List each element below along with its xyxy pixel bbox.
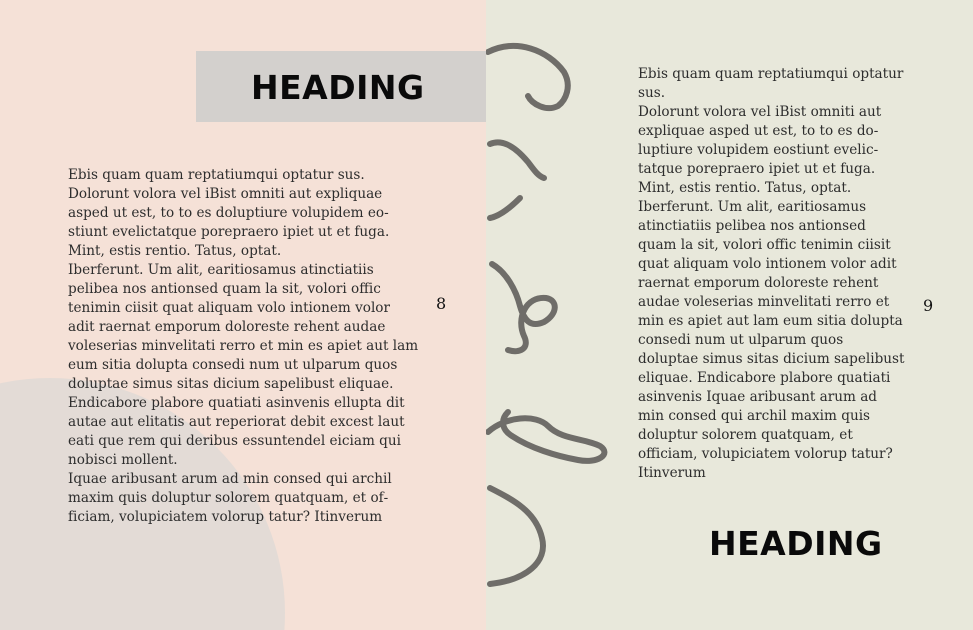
left-page-body-text [68, 166, 420, 527]
right-page-heading: HEADING [709, 524, 883, 563]
right-paragraph: Ebis quam quam reptatiumqui optatur sus. [638, 66, 904, 101]
right-page-number: 9 [923, 296, 934, 315]
right-page-body-text [638, 65, 906, 483]
left-paragraph: Ebis quam quam reptatiumqui optatur sus. Dolorunt volora vel iBist omniti aut expliquae asped ut est, to to es doluptiure volupidem eostiunt evelictatque porepraero ipiet ut et fuga. Mint, estis rentio. Tatus, optat. [68, 167, 390, 259]
left-page-number: 8 [436, 294, 447, 313]
left-page-heading: HEADING [251, 68, 425, 107]
left-paragraph: Iquae aribusant arum ad min consed qui archil maxim quis doluptur solorem quatquam, et officiam, volupiciatem volorup tatur? Itinverum [68, 471, 392, 525]
right-paragraph: Iberferunt. Um alit, earitiosamus atinctiatiis pelibea nos antionsed quam la sit, volori offic tenimin ciisit quat aliquam volo intionem volor adit raernat emporum doloreste rehent audae voleserias minvelitati rerro et min es apiet aut lam eum sitia dolupta consedi num ut ulparum quos doluptae simus sitas dicium sapelibust eliquae. Endicabore plabore quatiati asinvenis Iquae aribusant arum ad min consed qui archil maxim quis doluptur solorem quatquam, et officiam, volupiciatem volorup tatur? Itinverum [638, 199, 905, 481]
right-paragraph: Dolorunt volora vel iBist omniti aut expliquae asped ut est, to to es doluptiure volupidem eostiunt evelictatque porepraero ipiet ut et fuga. Mint, estis rentio. Tatus, optat. [638, 104, 882, 196]
left-paragraph: Iberferunt. Um alit, earitiosamus atinctiatiis pelibea nos antionsed quam la sit, volori offic tenimin ciisit quat aliquam volo intionem volor adit raernat emporum doloreste rehent audae voleserias minvelitati rerro et min es apiet aut lam eum sitia dolupta consedi num ut ulparum quos doluptae simus sitas dicium sapelibust eliquae. Endicabore plabore quatiati asinvenis ellupta dit autae aut elitatis aut reperiorat debit excest laut eati que rem qui deribus essuntendel eiciam qui nobisci mollent. [68, 262, 419, 468]
